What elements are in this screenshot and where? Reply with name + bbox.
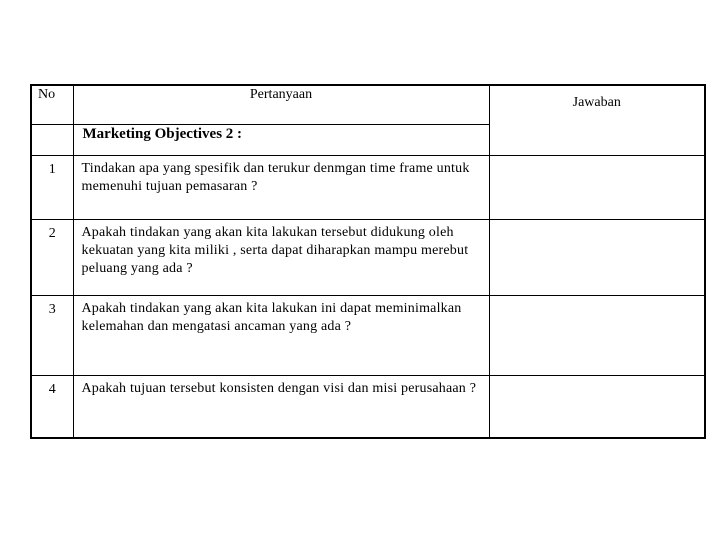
row-answer — [489, 156, 705, 220]
row-question: Apakah tindakan yang akan kita lakukan tersebut didukung oleh kekuatan yang kita miliki , serta dapat diharapkan mampu merebut peluang yang ada ? — [73, 220, 489, 296]
header-answer: Jawaban — [489, 85, 705, 156]
table-row — [31, 156, 705, 220]
row-question: Tindakan apa yang spesifik dan terukur denmgan time frame untuk memenuhi tujuan pemasaran ? — [73, 156, 489, 220]
row-number: 1 — [31, 156, 73, 220]
row-number: 4 — [31, 376, 73, 439]
row-answer — [489, 296, 705, 376]
row-number: 2 — [31, 220, 73, 296]
questionnaire-table — [30, 84, 706, 439]
header-row — [31, 85, 705, 125]
row-question: Apakah tindakan yang akan kita lakukan ini dapat meminimalkan kelemahan dan mengatasi ancaman yang ada ? — [73, 296, 489, 376]
row-answer — [489, 376, 705, 439]
header-no: No — [31, 85, 73, 125]
table-row — [31, 220, 705, 296]
section-no-cell — [31, 125, 73, 156]
row-answer — [489, 220, 705, 296]
table-row — [31, 296, 705, 376]
row-number: 3 — [31, 296, 73, 376]
section-title: Marketing Objectives 2 : — [73, 125, 489, 156]
row-question: Apakah tujuan tersebut konsisten dengan visi dan misi perusahaan ? — [73, 376, 489, 439]
header-question: Pertanyaan — [73, 85, 489, 125]
table-row — [31, 376, 705, 439]
